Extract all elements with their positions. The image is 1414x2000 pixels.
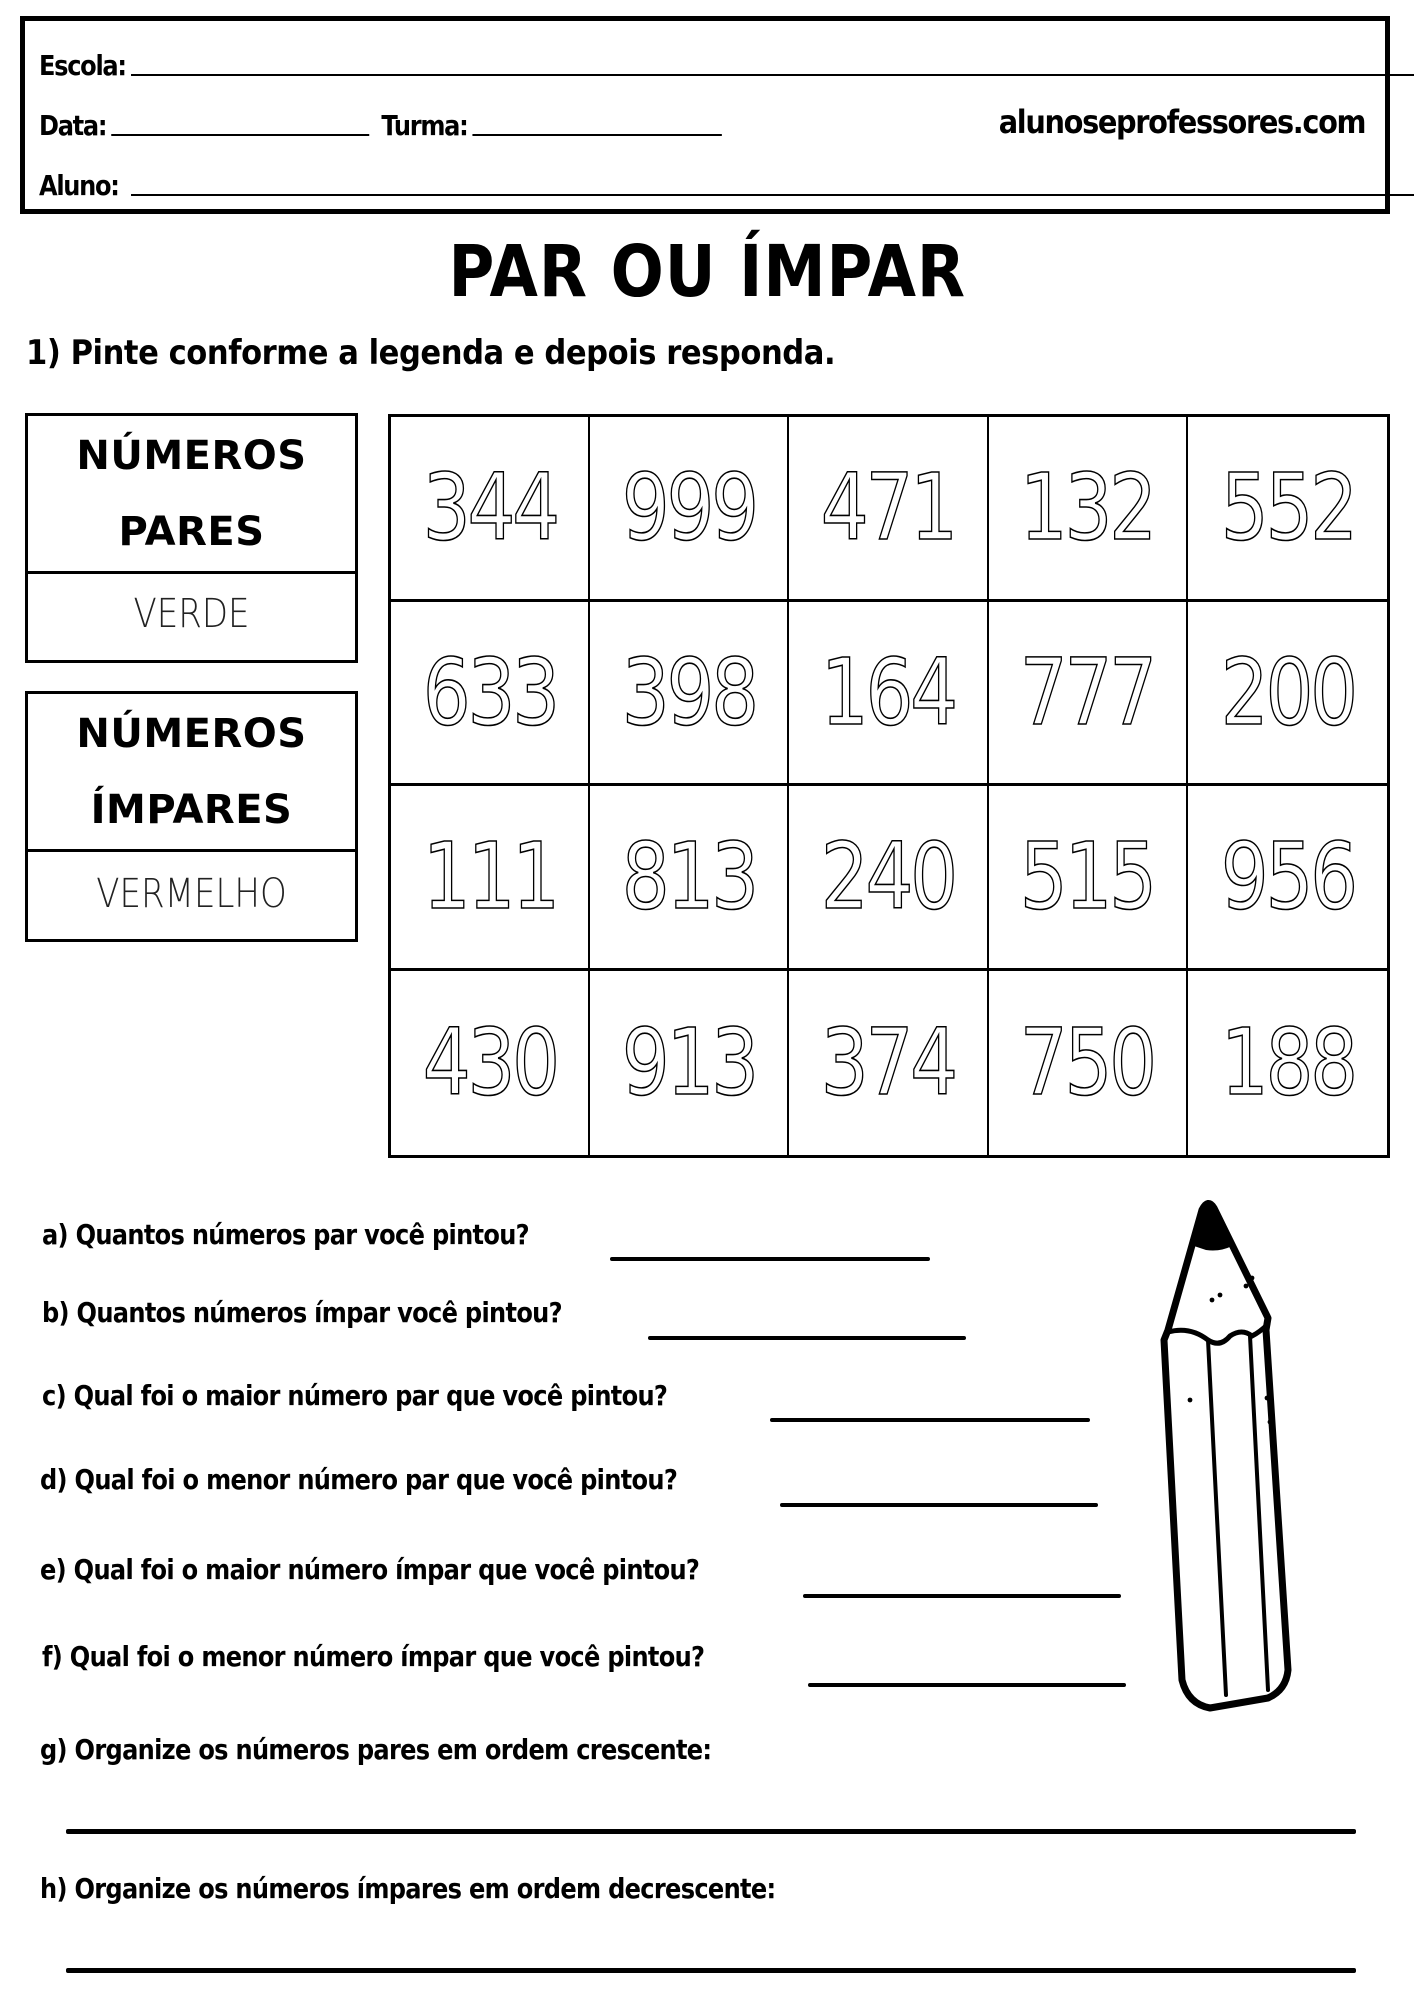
page-title-text: PAR OU ÍMPAR <box>448 231 966 314</box>
question-c-text: c) Qual foi o maior número par que você pintou? <box>42 1379 668 1412</box>
grid-cell[interactable] <box>989 971 1188 1156</box>
question-c <box>42 1379 769 1412</box>
grid-cell[interactable] <box>590 602 789 787</box>
grid-cell[interactable] <box>1188 971 1387 1156</box>
header-form <box>20 16 1390 214</box>
grid-number: 188 <box>1220 1009 1355 1117</box>
school-input-line[interactable] <box>131 74 1414 76</box>
question-d <box>40 1463 781 1496</box>
grid-number: 750 <box>1020 1009 1155 1117</box>
question-d-text: d) Qual foi o menor número par que você pintou? <box>40 1463 678 1496</box>
question-g-text: g) Organize os números pares em ordem crescente: <box>40 1733 712 1766</box>
legend-even-heading-line2: PARES <box>118 509 265 555</box>
grid-number: 374 <box>820 1009 956 1117</box>
answer-line-c[interactable] <box>770 1418 1090 1422</box>
question-e-text: e) Qual foi o maior número ímpar que você pintou? <box>40 1553 700 1586</box>
legend-even-color: VERDE <box>133 591 250 637</box>
grid-cell[interactable] <box>590 786 789 971</box>
answer-line-e[interactable] <box>803 1594 1121 1598</box>
grid-number: 552 <box>1220 454 1355 562</box>
question-h <box>40 1872 895 1905</box>
student-input-line[interactable] <box>131 194 1414 196</box>
grid-number: 515 <box>1020 823 1155 931</box>
date-label: Data: <box>39 109 107 142</box>
school-label: Escola: <box>39 49 126 82</box>
grid-cell[interactable] <box>789 417 988 602</box>
question-g <box>40 1733 821 1766</box>
class-label: Turma: <box>381 109 468 142</box>
legend-even-heading-line1: NÚMEROS <box>76 433 307 479</box>
legend-even <box>25 413 358 663</box>
grid-number: 956 <box>1220 823 1355 931</box>
page-title <box>0 231 1414 314</box>
grid-cell[interactable] <box>391 417 590 602</box>
grid-number: 164 <box>820 638 956 746</box>
student-row <box>39 169 1414 202</box>
answer-line-d[interactable] <box>780 1503 1098 1507</box>
legend-even-heading <box>28 416 355 574</box>
answer-line-b[interactable] <box>648 1336 966 1340</box>
question-h-text: h) Organize os números ímpares em ordem decrescente: <box>40 1872 776 1905</box>
answer-line-g[interactable] <box>66 1829 1356 1834</box>
question-b <box>42 1296 647 1329</box>
grid-cell[interactable] <box>391 602 590 787</box>
grid-cell[interactable] <box>789 971 988 1156</box>
date-input-line[interactable] <box>111 134 369 136</box>
class-input-line[interactable] <box>473 134 722 136</box>
legend-odd <box>25 691 358 942</box>
legend-odd-heading-line2: ÍMPARES <box>90 787 293 833</box>
grid-cell[interactable] <box>789 786 988 971</box>
grid-cell[interactable] <box>789 602 988 787</box>
answer-line-h[interactable] <box>66 1968 1356 1973</box>
grid-cell[interactable] <box>989 786 1188 971</box>
school-row <box>39 49 1414 82</box>
grid-number: 430 <box>422 1009 557 1117</box>
grid-number: 200 <box>1220 638 1355 746</box>
pencil-icon <box>1150 1190 1320 1720</box>
question-e <box>40 1553 807 1586</box>
question-a <box>42 1218 608 1251</box>
grid-cell[interactable] <box>1188 417 1387 602</box>
grid-number: 999 <box>621 454 756 562</box>
grid-number: 913 <box>621 1009 756 1117</box>
grid-number: 240 <box>820 823 956 931</box>
grid-cell[interactable] <box>590 971 789 1156</box>
grid-number: 633 <box>422 638 557 746</box>
student-label: Aluno: <box>39 169 119 202</box>
grid-number: 132 <box>1020 454 1155 562</box>
answer-line-f[interactable] <box>808 1683 1126 1687</box>
legend-odd-color: VERMELHO <box>96 871 287 917</box>
grid-number: 344 <box>422 454 557 562</box>
question-f-text: f) Qual foi o menor número ímpar que você pintou? <box>42 1640 705 1673</box>
legend-odd-heading-line1: NÚMEROS <box>76 711 307 757</box>
grid-cell[interactable] <box>989 417 1188 602</box>
question-f <box>42 1640 812 1673</box>
grid-cell[interactable] <box>989 602 1188 787</box>
legend-odd-heading <box>28 694 355 852</box>
grid-cell[interactable] <box>391 786 590 971</box>
website-label: alunoseprofessores.com <box>998 103 1365 141</box>
instruction: 1) Pinte conforme a legenda e depois responda. <box>26 333 836 373</box>
number-grid <box>388 414 1390 1158</box>
grid-number: 398 <box>621 638 756 746</box>
grid-number: 111 <box>422 823 557 931</box>
grid-cell[interactable] <box>1188 786 1387 971</box>
grid-cell[interactable] <box>391 971 590 1156</box>
grid-number: 471 <box>820 454 956 562</box>
grid-cell[interactable] <box>1188 602 1387 787</box>
grid-cell[interactable] <box>590 417 789 602</box>
question-b-text: b) Quantos números ímpar você pintou? <box>42 1296 562 1329</box>
answer-line-a[interactable] <box>610 1257 930 1261</box>
question-a-text: a) Quantos números par você pintou? <box>42 1218 529 1251</box>
grid-number: 777 <box>1020 638 1155 746</box>
grid-number: 813 <box>621 823 756 931</box>
date-class-row <box>39 109 722 142</box>
